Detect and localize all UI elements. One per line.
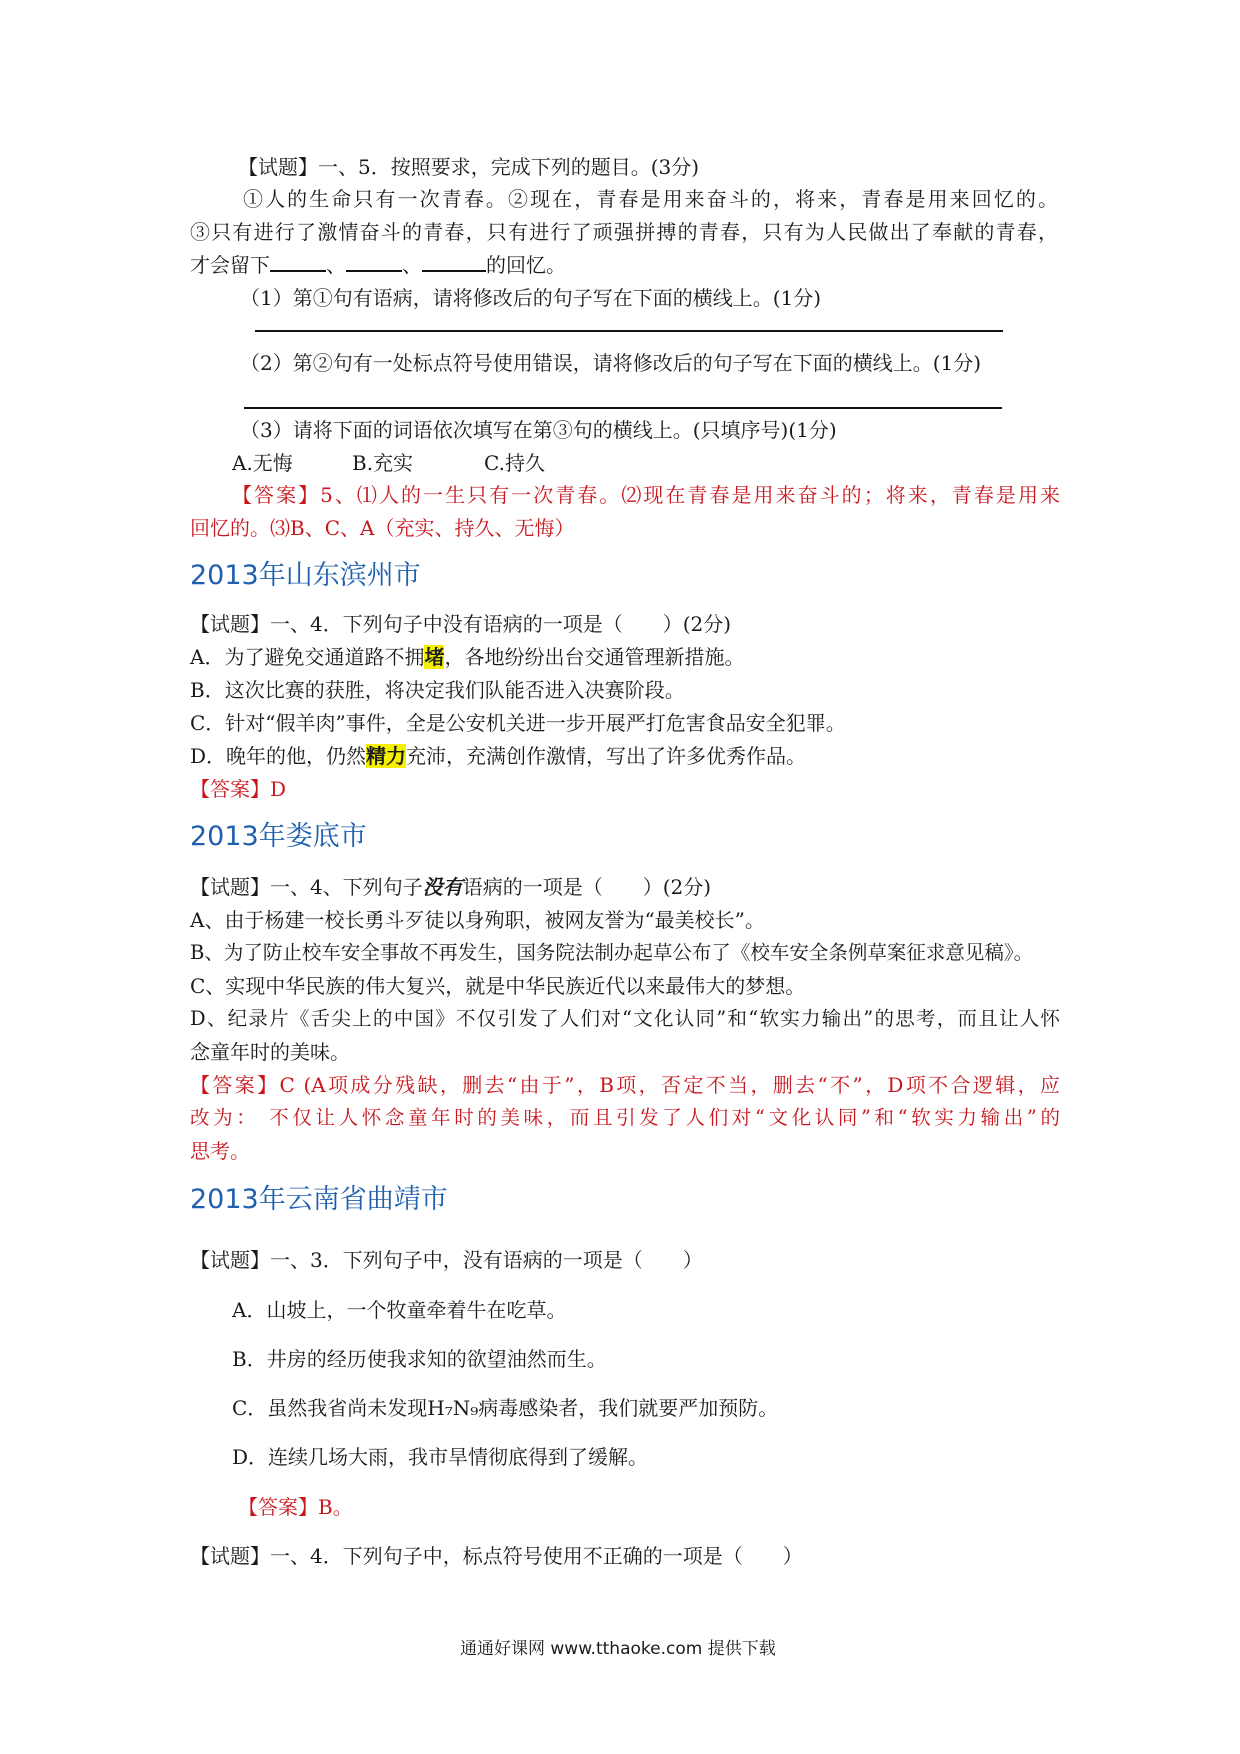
question-title: 【试题】一、4．下列句子中，标点符号使用不正确的一项是（ ） <box>190 1544 803 1568</box>
fill-blank[interactable] <box>422 252 486 272</box>
highlighted-word: 精力 <box>366 744 407 768</box>
option-c: C．虽然我省尚未发现H₇N₉病毒感染者，我们就要严加预防。 <box>232 1396 779 1420</box>
option-d: D．连续几场大雨，我市旱情彻底得到了缓解。 <box>232 1445 649 1469</box>
sub-question: （1）第①句有语病，请将修改后的句子写在下面的横线上。(1分) <box>240 286 822 310</box>
answer-text: 【答案】B。 <box>238 1495 353 1519</box>
sub-question: （2）第②句有一处标点符号使用错误，请将修改后的句子写在下面的横线上。(1分) <box>240 351 982 375</box>
question-title: 【试题】一、5．按照要求，完成下列的题目。(3分) <box>238 155 700 179</box>
option-c: C.持久 <box>484 451 545 475</box>
option-b: B．井房的经历使我求知的欲望油然而生。 <box>232 1347 607 1371</box>
option-c: C．针对“假羊肉”事件，全是公安机关进一步开展严打危害食品安全犯罪。 <box>190 711 846 735</box>
option-b: B、为了防止校车安全事故不再发生，国务院法制办起草公布了《校车安全条例草案征求意见稿》。 <box>190 941 1034 964</box>
answer-text: 【答案】D <box>190 777 287 801</box>
question-text: 【试题】一、4、下列句子 <box>190 875 423 899</box>
section-heading: 2013年云南省曲靖市 <box>190 1184 448 1215</box>
option-d <box>190 741 806 771</box>
fill-blank[interactable] <box>346 252 402 272</box>
question-title: 【试题】一、4．下列句子中没有语病的一项是（ ）(2分) <box>190 612 732 636</box>
section-heading: 2013年娄底市 <box>190 821 367 852</box>
answer-text: 回忆的。⑶B、C、A（充实、持久、无悔） <box>190 516 575 540</box>
option-text: ，各地纷纷出台交通管理新措施。 <box>444 645 745 669</box>
passage-line-blanks <box>190 250 566 280</box>
fill-blank[interactable] <box>270 252 326 272</box>
option-c: C、实现中华民族的伟大复兴，就是中华民族近代以来最伟大的梦想。 <box>190 974 806 998</box>
sub-question: （3）请将下面的词语依次填写在第③句的横线上。(只填序号)(1分) <box>240 418 837 442</box>
option-b: B．这次比赛的获胜，将决定我们队能否进入决赛阶段。 <box>190 678 685 702</box>
section-heading: 2013年山东滨州市 <box>190 560 421 591</box>
answer-text: 改为： 不仅让人怀念童年时的美味，而且引发了人们对“文化认同”和“软实力输出”的 <box>190 1106 1060 1129</box>
answer-line[interactable] <box>244 407 1002 409</box>
passage-line: ①人的生命只有一次青春。②现在，青春是用来奋斗的，将来，青春是用来回忆的。 <box>243 187 1058 211</box>
option-a <box>190 642 744 672</box>
passage-line: ③只有进行了激情奋斗的青春，只有进行了顽强拼搏的青春，只有为人民做出了奉献的青春， <box>190 220 1058 244</box>
answer-line[interactable] <box>255 330 1003 332</box>
separator: 、 <box>326 253 346 277</box>
question-title: 【试题】一、3．下列句子中，没有语病的一项是（ ） <box>190 1248 703 1272</box>
option-b: B.充实 <box>352 451 414 475</box>
option-a: A．山坡上，一个牧童牵着牛在吃草。 <box>232 1298 567 1322</box>
option-d: D、纪录片《舌尖上的中国》不仅引发了人们对“文化认同”和“软实力输出”的思考，而且让人怀 <box>190 1007 1060 1030</box>
passage-text: 才会留下 <box>190 253 270 277</box>
option-text: 充沛，充满创作激情，写出了许多优秀作品。 <box>406 744 807 768</box>
option-a: A.无悔 <box>232 451 293 475</box>
page-footer: 通通好课网 www.tthaoke.com 提供下载 <box>460 1639 776 1659</box>
option-d-cont: 念童年时的美味。 <box>190 1040 350 1064</box>
highlighted-word: 堵 <box>424 645 445 669</box>
emphasis-word: 没有 <box>422 875 463 899</box>
option-text: A．为了避免交通道路不拥 <box>190 645 425 669</box>
separator: 、 <box>402 253 422 277</box>
question-title <box>190 872 711 902</box>
answer-text: 【答案】C (A项成分残缺，删去“由于”，B项，否定不当，删去“不”，D项不合逻辑，应 <box>190 1073 1060 1097</box>
option-a: A、由于杨建一校长勇斗歹徒以身殉职，被网友誉为“最美校长”。 <box>190 908 765 932</box>
question-text: 语病的一项是（ ）(2分) <box>462 875 712 899</box>
answer-text: 思考。 <box>190 1139 250 1163</box>
passage-text: 的回忆。 <box>486 253 566 277</box>
answer-text: 【答案】5、⑴人的一生只有一次青春。⑵现在青春是用来奋斗的；将来，青春是用来 <box>232 483 1060 507</box>
option-text: D．晚年的他，仍然 <box>190 744 367 768</box>
